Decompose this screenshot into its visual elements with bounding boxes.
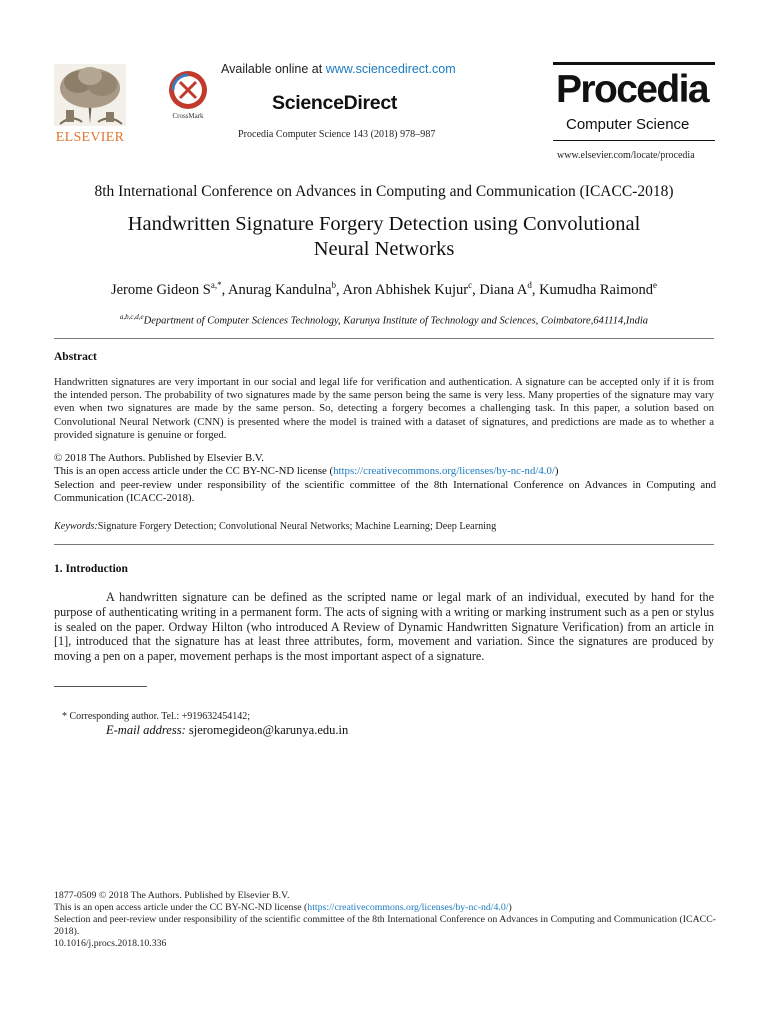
email-value[interactable]: sjeromegideon@karunya.edu.in xyxy=(185,723,349,737)
license-link[interactable]: https://creativecommons.org/licenses/by-nc-nd/4.0/ xyxy=(333,465,555,478)
sciencedirect-link[interactable]: www.sciencedirect.com xyxy=(325,62,456,76)
crossmark-icon xyxy=(165,68,211,112)
paper-title-line-2: Neural Networks xyxy=(313,238,455,260)
peer-review-line: Selection and peer-review under responsibility of the scientific committee of the 8th International Conference on Advances in Computing and Communication (ICACC-2018). xyxy=(54,478,716,505)
email-label: E-mail address: xyxy=(106,723,186,737)
conference-name: 8th International Conference on Advances in Computing and Communication (ICACC-2018) xyxy=(94,183,674,200)
available-online xyxy=(221,62,481,76)
author-affiliation-sup: d xyxy=(527,280,532,290)
author-name: Kumudha Raimond xyxy=(539,281,654,298)
email-address xyxy=(106,723,348,738)
footer-peer-review: Selection and peer-review under responsibility of the scientific committee of the 8th International Conference on Advances in Computing and Communication (ICACC-2018). xyxy=(54,914,716,937)
elsevier-url[interactable]: www.elsevier.com/locate/procedia xyxy=(557,150,695,161)
abstract-text: Handwritten signatures are very important in our social and legal life for verification and authentication. A signature can be accepted only if it is from the intended person. The probability of two signatures made by the same person being the same is very less. Many properties of the signature may vary even when two signatures are made by the same person. So, detecting a forgery becomes a challenging task. In this paper, a solution based on Convolutional Neural Network (CNN) is presented where the model is trained with a dataset of signatures, and predictions are made as to whether a provided signature is genuine or forged. xyxy=(54,376,714,441)
affiliation xyxy=(60,313,708,327)
issn-line: 1877-0509 © 2018 The Authors. Published by Elsevier B.V. xyxy=(54,890,290,901)
author-list: Jerome Gideon $S^{a,*}$, Anurag Kandulna$^b$, Aron Abhishek Kujur$^c$, Diana $A^d$, Kumudha Raimond$^e$ xyxy=(110,280,658,298)
author-affiliation-sup: e xyxy=(653,280,658,290)
keywords xyxy=(54,521,714,532)
author-name: Diana A xyxy=(479,281,528,298)
procedia-subtitle: Computer Science xyxy=(566,116,690,133)
copyright-block xyxy=(54,452,716,506)
sciencedirect-wordmark: ScienceDirect xyxy=(272,92,398,114)
keywords-text: Signature Forgery Detection; Convolutional Neural Networks; Machine Learning; Deep Learning xyxy=(97,521,497,532)
crossmark-badge[interactable] xyxy=(165,68,211,126)
affiliation-sup: a,b,c,d,e xyxy=(119,313,144,321)
footer-license-line xyxy=(54,902,716,914)
author-name: Aron Abhishek Kujur xyxy=(342,281,469,298)
section-heading-introduction: 1. Introduction xyxy=(54,563,128,575)
elsevier-wordmark: ELSEVIER xyxy=(55,130,125,145)
author-affiliation-sup: a,* xyxy=(210,280,222,290)
copyright-line: © 2018 The Authors. Published by Elsevier B.V. xyxy=(54,452,264,464)
available-prefix: Available online at xyxy=(221,62,326,76)
divider xyxy=(54,544,714,545)
page-footer xyxy=(54,890,716,950)
crossmark-label: CrossMark xyxy=(172,112,204,120)
license-suffix: ) xyxy=(554,465,559,478)
procedia-title: Procedia xyxy=(556,68,708,111)
footnote-rule xyxy=(54,686,147,687)
author-affiliation-sup: b xyxy=(331,280,337,290)
author-affiliation-sup: c xyxy=(468,280,473,290)
paper-title-line-1: Handwritten Signature Forgery Detection using Convolutional xyxy=(127,213,641,235)
author-name: Jerome Gideon S xyxy=(110,281,211,298)
doi[interactable]: 10.1016/j.procs.2018.10.336 xyxy=(54,938,167,949)
abstract-heading: Abstract xyxy=(54,351,97,363)
affiliation-text: Department of Computer Sciences Technology, Karunya Institute of Technology and Sciences, Coimbatore,641114,India xyxy=(143,315,649,327)
footer-license-suffix: ) xyxy=(508,902,512,913)
paper-title xyxy=(60,212,708,262)
footer-license-prefix: This is an open access article under the CC BY-NC-ND license ( xyxy=(54,902,308,913)
elsevier-logo xyxy=(52,62,128,148)
license-prefix: This is an open access article under the CC BY-NC-ND license ( xyxy=(54,465,334,478)
license-line xyxy=(54,465,716,478)
footer-license-link[interactable]: https://creativecommons.org/licenses/by-nc-nd/4.0/ xyxy=(307,902,509,913)
divider xyxy=(54,338,714,339)
journal-reference: Procedia Computer Science 143 (2018) 978–987 xyxy=(238,129,436,140)
corresponding-author: * Corresponding author. Tel.: +919632454142; xyxy=(62,711,251,722)
author-name: Anurag Kandulna xyxy=(228,281,332,298)
introduction-text: A handwritten signature can be defined as the scripted name or legal mark of an individual, executed by hand for the purpose of authenticating writing in a permanent form. The acts of signing with a writing or marking instrument such as a pen or stylus is sealed on the paper. Ordway Hilton (who introduced A Review of Dynamic Handwritten Signature Verification) from an article in [1], introduced that the signature has at least three attributes, form, movement and variation. Since the signatures are produced by moving a pen on a paper, movement perhaps is the most important aspect of a signature. xyxy=(54,590,714,664)
keywords-label: Keywords: xyxy=(54,521,98,532)
